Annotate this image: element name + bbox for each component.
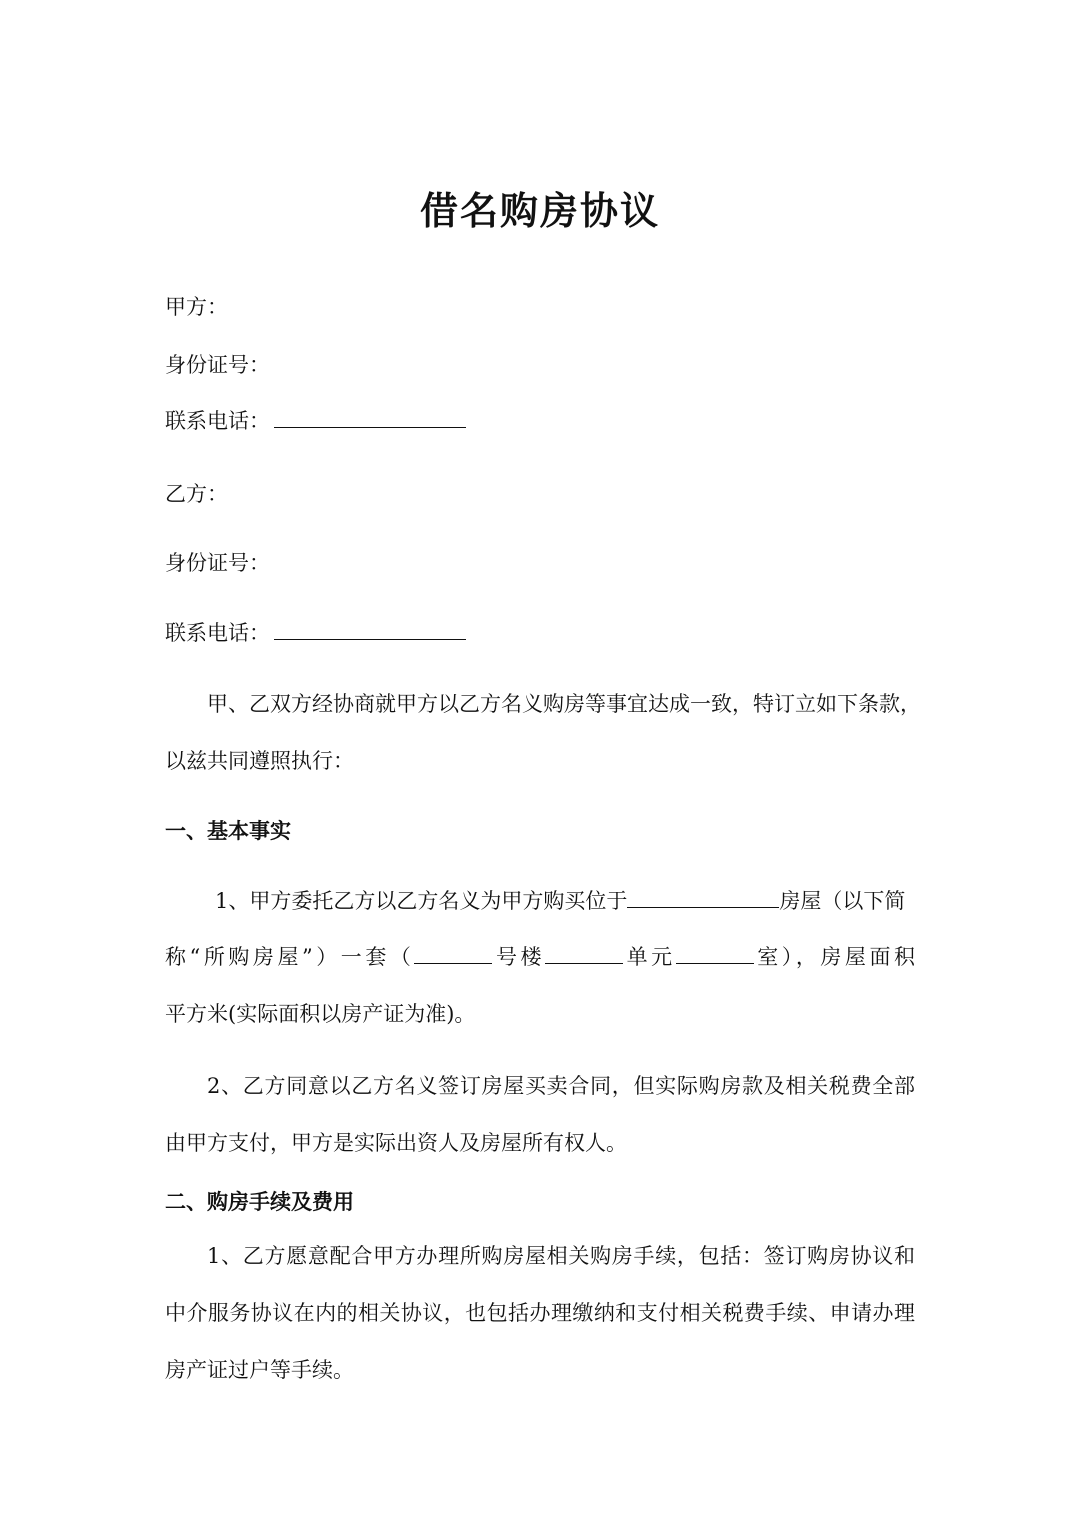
intro-line-1: 甲、乙双方经协商就甲方以乙方名义购房等事宜达成一致，特订立如下条款， [207,692,921,716]
clause-1-1-line-2 [165,941,915,973]
location-blank [627,885,779,908]
section-1-heading: 一、基本事实 [165,819,291,843]
unit-blank [545,941,623,964]
clause-1-1-line-1 [215,885,905,917]
clause-1-2-line-2: 由甲方支付，甲方是实际出资人及房屋所有权人。 [165,1131,627,1155]
document-title: 借名购房协议 [419,189,660,233]
clause-2-1-line-1: 1、乙方愿意配合甲方办理所购房屋相关购房手续，包括：签订购房协议和 [207,1244,915,1268]
party-a-phone-row [165,405,466,437]
clause-2-1-line-2: 中介服务协议在内的相关协议，也包括办理缴纳和支付相关税费手续、申请办理 [165,1301,915,1325]
party-a-phone-blank [274,405,466,428]
clause-1-1-text-e: 单元 [623,945,676,969]
clause-1-1-text-b: 房屋（以下简 [779,889,906,913]
party-b-phone-blank [274,617,466,640]
clause-1-1-text-d: 号楼 [492,945,546,969]
party-b-phone-row [165,617,466,649]
room-blank [676,941,754,964]
clause-1-1-line-3: 平方米(实际面积以房产证为准)。 [165,1002,476,1026]
party-a-name-label: 甲方： [165,295,228,319]
party-b-id-label: 身份证号： [165,551,270,575]
party-a-id-label: 身份证号： [165,353,270,377]
section-2-heading: 二、购房手续及费用 [165,1190,354,1214]
clause-2-1-line-3: 房产证过户等手续。 [165,1358,354,1382]
clause-1-1-text-a: 1、甲方委托乙方以乙方名义为甲方购买位于 [215,889,628,913]
building-blank [414,941,492,964]
party-a-phone-label: 联系电话： [165,409,270,433]
clause-1-2-line-1: 2、乙方同意以乙方名义签订房屋买卖合同，但实际购房款及相关税费全部 [207,1074,915,1098]
party-b-name-label: 乙方： [165,482,228,506]
intro-line-2: 以兹共同遵照执行： [165,749,354,773]
clause-1-1-text-c: 称“所购房屋”）一套（ [165,945,415,969]
party-b-phone-label: 联系电话： [165,621,270,645]
clause-1-1-text-f: 室），房屋面积 [753,945,916,969]
